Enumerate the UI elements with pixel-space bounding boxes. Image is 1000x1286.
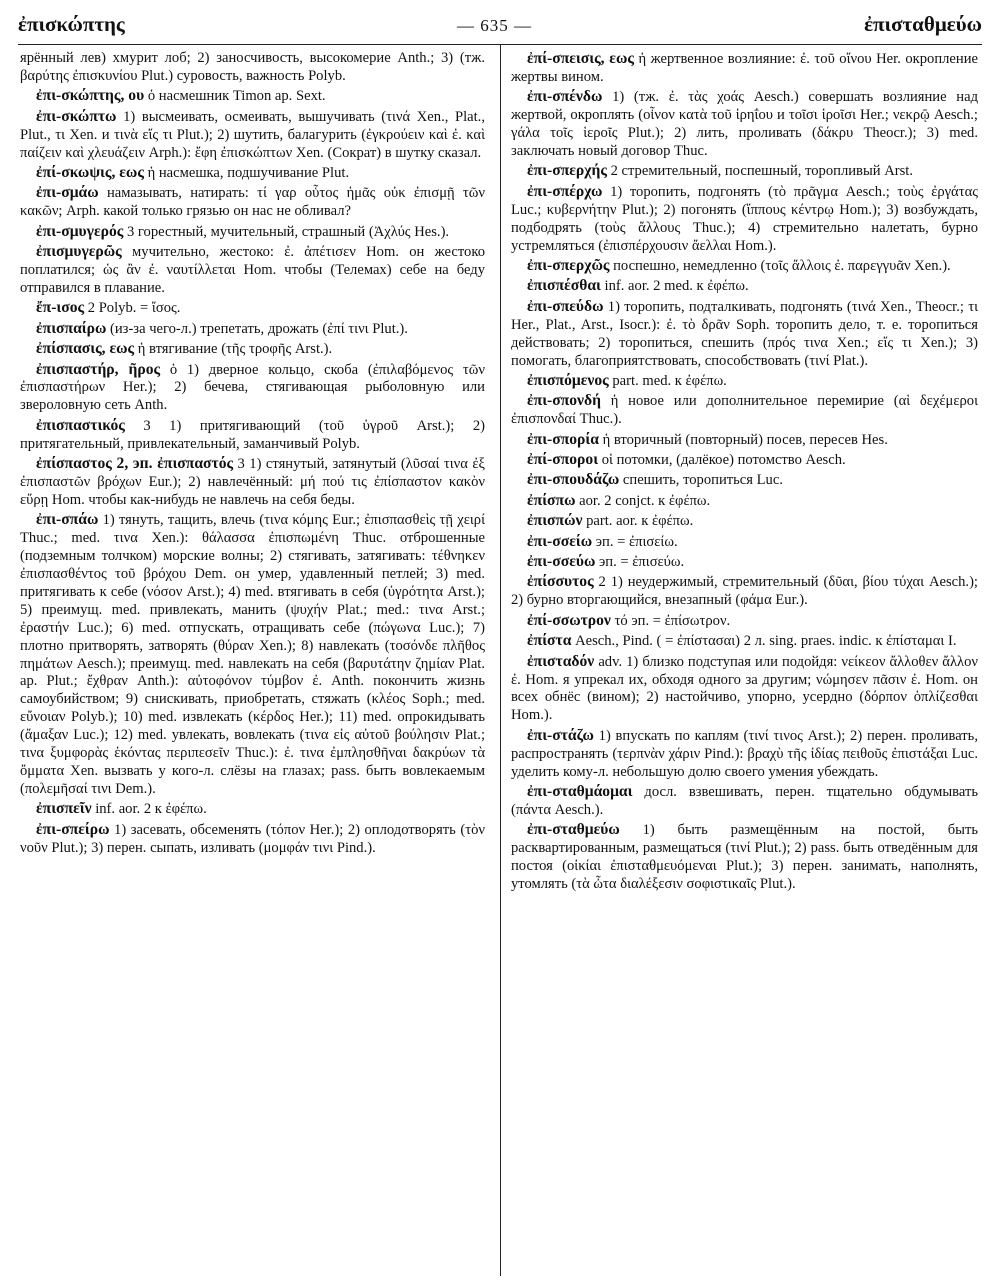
dictionary-entry: [511, 298, 978, 371]
entry-definition: досл. взвешивать, перен. тщательно обдумывать (πάντα Aesch.).: [511, 783, 978, 818]
dictionary-entry: [511, 492, 978, 511]
dictionary-entry: [511, 653, 978, 726]
dictionary-entry: [20, 455, 485, 510]
entry-headword: ἐπι-σπουδάζω: [527, 471, 620, 489]
entry-definition: part. med. к ἐφέπω.: [612, 372, 727, 389]
entry-headword: ἐπισπαστήρ, ῆρος: [36, 360, 161, 378]
entry-definition: οἱ потомки, (далёкое) потомство Aesch.: [601, 452, 846, 469]
dictionary-entry: [511, 431, 978, 450]
dictionary-entry: [511, 727, 978, 782]
entry-headword: ἐπι-σπένδω: [527, 88, 603, 106]
page-number: — 635 —: [456, 16, 532, 35]
entry-definition: 3 1) притягивающий (τοῦ ὑγροῦ Arst.); 2) притягательный, привлекательный, заманчивый Polyb.: [20, 417, 485, 452]
entry-headword: ἐπίσπω: [527, 491, 576, 509]
dictionary-entry: [20, 800, 485, 819]
entry-definition: Aesch., Pind. ( = ἐπίστασαι) 2 л. sing. praes. indic. к ἐπίσταμαι I.: [575, 633, 957, 650]
dictionary-entry: [511, 553, 978, 572]
entry-definition: 3 горестный, мучительный, страшный (Ἀχλύς Hes.).: [126, 223, 450, 240]
header-left-headword: ἐπισκώπτης: [18, 12, 125, 36]
entry-definition: ἡ жертвенное возлияние: ἐ. τοῦ οἴνου Her. окропление жертвы вином.: [511, 51, 979, 85]
entry-definition: мучительно, жестоко: ἐ. ἀπέτισεν Hom. он жестоко поплатился; ὡς ἂν ἐ. ναυτίλλεται Hom. чтобы (Телемах) себе на беду отправился в плавание.: [20, 244, 485, 296]
entry-definition: 3 1) стянутый, затянутый (λῦσαί τινα ἐξ ἐπισπαστῶν βρόχων Eur.); 2) навлечённый: μή πού τις ἐπίσπαστον κακὸν εὕρῃ Hom. чтобы как-нибудь не навлечь на себя беды.: [20, 456, 486, 508]
dictionary-entry: [511, 821, 978, 894]
dictionary-entry: [511, 183, 978, 256]
dictionary-entry: [511, 512, 978, 531]
entry-definition: ἡ втягивание (τῆς τροφῆς Arst.).: [137, 341, 333, 358]
column-divider: [500, 44, 501, 1276]
entry-definition: ὁ насмешник Timon ap. Sext.: [147, 88, 326, 105]
dictionary-entry: [20, 320, 485, 339]
dictionary-entry: [511, 277, 978, 296]
dictionary-entry: [20, 87, 485, 106]
entry-headword: ἐπι-σμυγερός: [36, 222, 124, 240]
entry-definition: ἡ насмешка, подшучивание Plut.: [147, 164, 350, 181]
entry-headword: ἐπι-σσείω: [527, 532, 593, 550]
entry-headword: ἐπι-σπάω: [36, 511, 99, 529]
dictionary-entry: [20, 361, 485, 416]
dictionary-entry: [511, 392, 978, 429]
entry-definition: 1) быть размещённым на постой, быть расквартированным, размещаться (τινί Plut.); 2) pass. быть отведённым для постоя (οἰκίαι ἐπισταθμευόμεναι Plut.); 3) перен. занимать, наполнять, утомлять (τὰ ὦτα διαλέξεσιν σοφιστικαῖς Plut.).: [511, 822, 978, 892]
entry-headword: ἐπι-σπερχής: [527, 162, 607, 180]
entry-definition: спешить, торопиться Luc.: [622, 472, 783, 489]
entry-definition: inf. aor. 2 med. к ἐφέπω.: [604, 278, 749, 295]
entry-headword: ἐπι-σσεύω: [527, 553, 596, 571]
dictionary-entry: [511, 372, 978, 391]
dictionary-entry: [20, 184, 485, 221]
entry-headword: ἐπι-σπορία: [527, 430, 599, 448]
entry-definition: 1) торопить, подталкивать, подгонять (τινά Xen., Theocr.; τι Her., Plat., Arst., Isocr.): ἐ. τὸ δρᾶν Soph. торопить дело, т. е. торопиться действовать; 2) торопиться, спешить (πρός τινα Xen.; εἴς τι Xen.); 3) помогать, благоприятствовать, способствовать (τινί Plat.).: [511, 298, 978, 369]
entry-definition: 2 стремительный, поспешный, торопливый Arst.: [610, 163, 913, 180]
entry-definition: эп. = ἐπισεύω.: [599, 554, 685, 571]
dictionary-entry: [20, 417, 485, 454]
dictionary-entry: [511, 451, 978, 470]
dictionary-entry: [20, 243, 485, 298]
entry-headword: ἐπισμυγερῶς: [36, 243, 122, 261]
dictionary-entry: [20, 511, 485, 799]
entry-definition: 1) (тж. ἐ. τὰς χοάς Aesch.) совершать возлияние над жертвой, окроплять (οἶνον κατὰ τοῦ ἱρηΐου и τοῖσι ἱροῖσι Her.; νεκρῷ Aesch.; γάλα τοῖς ἱεροῖς Plut.); 2) лить, проливать (δάκρυ Theocr.); 3) med. заключать новый договор Thuc.: [511, 89, 978, 160]
entry-definition: part. aor. к ἐφέπω.: [586, 513, 694, 530]
dictionary-entry: [511, 257, 978, 276]
entry-headword: ἐπι-σταθμάομαι: [527, 782, 633, 800]
entry-headword: ἐπί-σπεισις, εως: [527, 50, 634, 67]
entry-definition: 1) высмеивать, осмеивать, вышучивать (τινά Xen., Plat., Plut., τι Xen. и τινὰ εἴς τι Plut.); 2) шутить, балагурить (ἐγκρούειν καὶ ἐ. καὶ παίζειν καὶ χλευάζειν Arph.): ἔφη ἐπισκώπτων Xen. (Сократ) в шутку сказал.: [20, 108, 485, 161]
entry-definition: aor. 2 conjct. к ἐφέπω.: [579, 492, 711, 509]
entry-headword: ἐπι-σπονδή: [527, 392, 601, 410]
entry-headword: ἐπισταδόν: [527, 652, 595, 670]
entry-headword: ἐπί-σσωτρον: [527, 611, 611, 629]
entry-headword: ἐπίσσυτος: [527, 573, 594, 591]
entry-definition: 1) засевать, обсеменять (τόπον Her.); 2) оплодотворять (τὸν νοῦν Plut.); 3) перен. сыпать, изливать (μομφάν τινι Pind.).: [20, 821, 485, 856]
entry-headword: ἐπι-σπείρω: [36, 820, 110, 838]
dictionary-entry: [511, 632, 978, 651]
entry-headword: ἐπισπέσθαι: [527, 277, 601, 295]
dictionary-entry: [511, 533, 978, 552]
dictionary-entry: [20, 223, 485, 242]
entry-definition: ἡ вторичный (повторный) посев, пересев Hes.: [602, 431, 888, 448]
dictionary-entry: [511, 783, 978, 820]
entry-headword: ἐπι-σπερχῶς: [527, 256, 610, 274]
entry-headword: ἐπι-σπέρχω: [527, 182, 603, 200]
entry-headword: ἐπι-στάζω: [527, 726, 594, 744]
dictionary-entry: [20, 299, 485, 318]
left-column: [20, 50, 485, 859]
dictionary-entry: [20, 821, 485, 858]
entry-definition: 1) впускать по каплям (τινί τινος Arst.); 2) перен. проливать, распространять (τερπνὰν χάριν Pind.): βραχὺ τῆς ἰδίας πειθοῦς ἐπιστάξαι Luc. уделить кому-л. небольшую долю своего умения убеждать.: [511, 727, 978, 780]
entry-headword: ἐπισπαστικός: [36, 416, 125, 434]
dictionary-entry: [511, 50, 978, 87]
entry-definition: эп. = ἐπισείω.: [595, 533, 678, 550]
header-right-headword: ἐπισταθμεύω: [864, 12, 982, 36]
entry-headword: ἐπι-σταθμεύω: [527, 821, 620, 839]
right-column: [511, 50, 978, 895]
entry-headword: ἐπι-σκώπτω: [36, 107, 117, 125]
entry-definition: 2 Polyb. = ἴσος.: [87, 300, 181, 317]
entry-headword: ἐπίσπασις, εως: [36, 340, 135, 358]
entry-headword: ἐπισπαίρω: [36, 319, 107, 337]
entry-definition: adv. 1) близко подступая или подойдя: νείκεον ἄλλοθεν ἄλλον ἐ. Hom. я упрекал их, обходя одного за другим; νώμησεν πᾶσιν ἐ. Hom. он всех обнёс (вином); 2) настойчиво, упорно, усердно (δόρπον ὁπλίζεσθαι Hom.).: [511, 653, 978, 724]
entry-headword: ἐπίστα: [527, 632, 572, 650]
dictionary-entry: [511, 162, 978, 181]
entry-headword: ἔπ-ισος: [36, 299, 85, 317]
entry-definition: (из-за чего-л.) трепетать, дрожать (ἐπί τινι Plut.).: [110, 320, 408, 337]
entry-headword: ἐπί-σποροι: [527, 451, 599, 469]
entry-definition: τό эп. = ἐπίσωτρον.: [614, 612, 731, 629]
entry-headword: ἐπίσπαστος 2, эп. ἐπισπαστός: [36, 455, 234, 473]
entry-headword: ἐπι-σπεύδω: [527, 297, 604, 315]
dictionary-entry: [511, 573, 978, 610]
dictionary-entry: [511, 88, 978, 161]
dictionary-entry: [20, 108, 485, 163]
entry-definition: 2 1) неудержимый, стремительный (δῦαι, βίου τύχαι Aesch.); 2) бурно вторгающийся, внезапный (φάμα Eur.).: [511, 574, 978, 609]
entry-headword: ἐπισπών: [527, 512, 583, 530]
entry-headword: ἐπισπεῖν: [36, 800, 92, 818]
entry-definition: 1) торопить, подгонять (τὸ πρᾶγμα Aesch.; τοὺς ἐργάτας Luc.; κυβερνήτην Plut.); 2) погонять (ἵππους κέντρῳ Hom.); 3) возбуждать, подбодрять (τοὺς ἄλλους Thuc.); 4) стремительно налетать, бурно устремляться (ἐπισπέρχουσιν ἄελλαι Hom.).: [511, 183, 978, 254]
page-header: [18, 12, 982, 38]
dictionary-entry: [20, 340, 485, 359]
entry-definition: поспешно, немедленно (τοῖς ἄλλοις ἐ. παρεγγυᾶν Xen.).: [613, 257, 951, 274]
dictionary-entry: [511, 612, 978, 631]
entry-definition: ярённый лев) хмурит лоб; 2) заносчивость, высокомерие Anth.; 3) (тж. βαρύτης ἐπισκυνίου Plut.) суровость, важность Polyb.: [20, 50, 485, 84]
entry-headword: ἐπι-σκώπτης, ου: [36, 87, 145, 105]
entry-headword: ἐπί-σκωψις, εως: [36, 163, 144, 181]
dictionary-entry: [20, 50, 485, 86]
entry-headword: ἐπισπόμενος: [527, 371, 609, 389]
entry-definition: ὁ 1) дверное кольцо, скоба (ἐπιλαβόμενος τῶν ἐπισπαστήρων Her.); 2) бечева, стягивающая рыболовную или звероловную сеть Anth.: [20, 361, 485, 414]
dictionary-entry: [20, 164, 485, 183]
entry-headword: ἐπι-σμάω: [36, 184, 99, 202]
entry-definition: ἡ новое или дополнительное перемирие (αἱ δεχέμεροι ἐπισπονδαί Thuc.).: [511, 393, 978, 428]
entry-definition: намазывать, натирать: τί γαρ οὗτος ἡμᾶς οὐκ ἐπισμῇ τῶν κακῶν; Arph. какой только грязью он нас не обливал?: [20, 185, 486, 220]
entry-definition: 1) тянуть, тащить, влечь (τινα κόμης Eur.; ἐπισπασθεὶς τῇ χειρί Thuc.; med. τινα Xen.): θάλασσα ἐπισπωμένη Thuc. отброшенные (подземным толчком) морские волны; 2) стягивать, затягивать: τέθνηκεν ἐπισπασθέντος τοῦ βρόχου Dem. он умер, удавленный петлей; 3) med. притягивать к себе (νόσον Arst.); 4) med. втягивать в себя (ὑγρότητα Arst.); 5) преимущ. med. привлекать, манить (ψυχήν Plat.; med.: τινα Arst.; ἐραστήν Luc.); 6) med. отпускать, отращивать себе (πώγωνα Luc.); 7) плотно притворять, затворять (θύραν Xen.); 8) навлекать (τοσόνδε πλῆθος πημάτων Aesch.); преимущ. med. навлекать на себя (βαρυτάτην ζημίαν Plat. ap. Plut.; ἔχθραν Anth.): αὐτοφόνον τύμβον ἐ. Anth. покончить жизнь самоубийством; 9) снискивать, приобретать, стяжать (κλέος Soph.; med. εὔνοιαν Polyb.); 10) med. извлекать (κέρδος Her.); 11) med. опрокидывать (ἄμαξαν Luc.); 12) med. увлекать, вовлекать (τινα εἰς αὐτοῦ βούλησιν Plat.; τινα ξυμφορὰς ἑκόντας περιπεσεῖν Thuc.): ἐ. τινα ἐμπλησθῆναι δακρύων τὰ ὄμματα Xen. вызвать у кого-л. слёзы на глазах; pass. быть вовлекаемым (πολεμῆσαί τινι Dem.).: [20, 512, 485, 797]
entry-definition: inf. aor. 2 к ἐφέπω.: [95, 801, 207, 818]
dictionary-entry: [511, 471, 978, 490]
